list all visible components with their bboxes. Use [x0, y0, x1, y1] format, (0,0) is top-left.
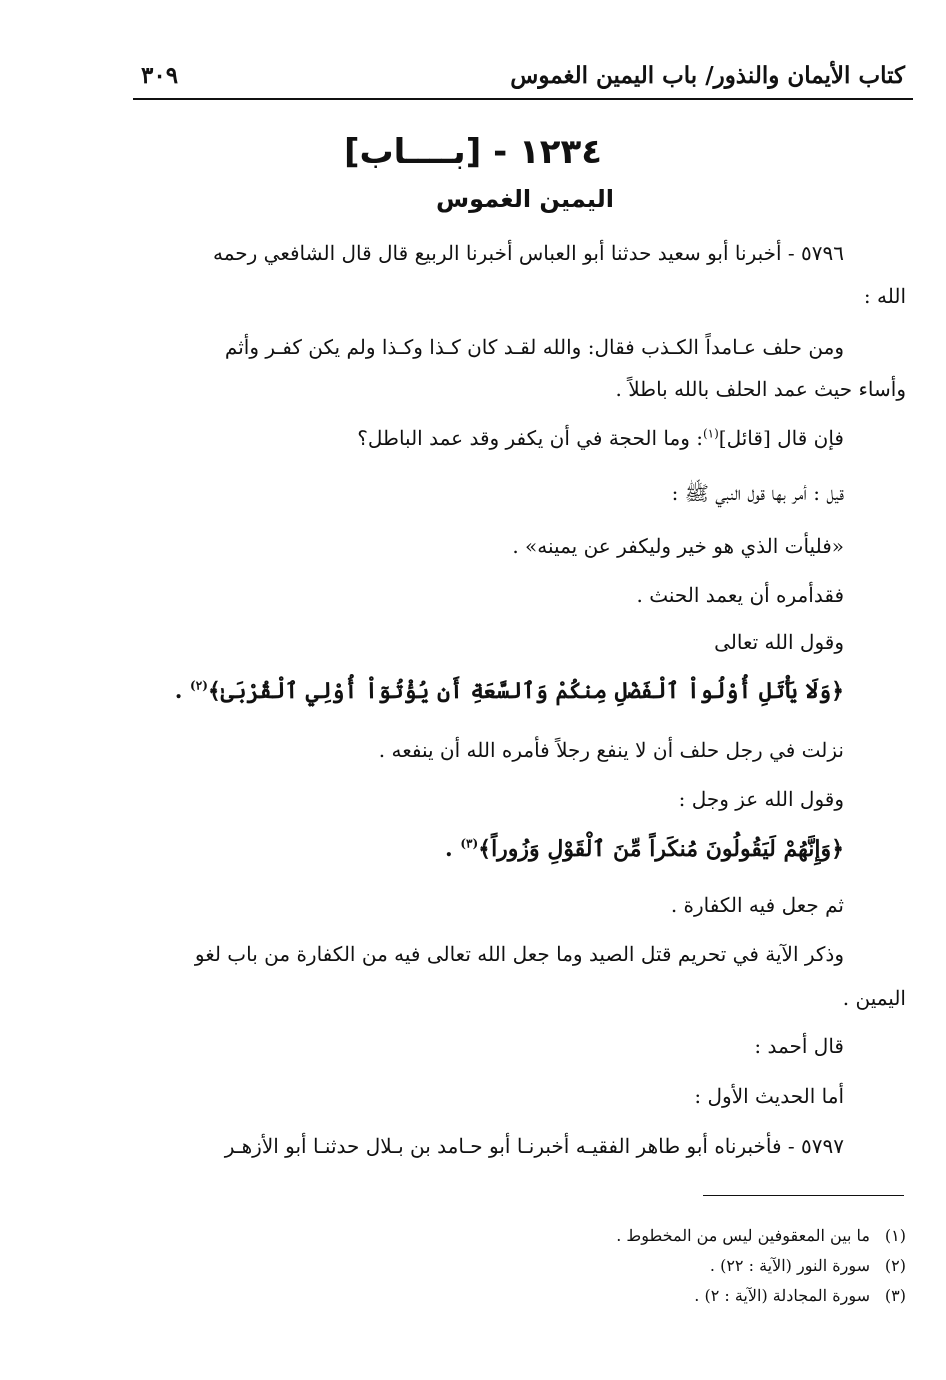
- page-number: ٣٠٩: [141, 62, 179, 89]
- paragraph-line: قال أحمد :: [754, 1034, 844, 1058]
- paragraph-line: ثم جعل فيه الكفارة .: [670, 893, 844, 917]
- paragraph-line: نزلت في رجل حلف أن لا ينفع رجلاً فأمره الله أن ينفعه .: [378, 738, 844, 762]
- verse-text: ﴿وَإِنَّهُمْ لَيَقُولُونَ مُنكَراً مِّنَ ٱلْقَوْلِ وَزُوراً﴾: [478, 836, 844, 862]
- paragraph-question: [357, 426, 844, 450]
- footnote-text: سورة المجادلة (الآية : ٢) .: [694, 1286, 870, 1305]
- footnote-3: [694, 1286, 906, 1305]
- quran-verse-2: [445, 836, 844, 862]
- footnote-1: [616, 1226, 906, 1245]
- running-title: كتاب الأيمان والنذور/ باب اليمين الغموس: [510, 62, 905, 89]
- footnote-number: (٢): [884, 1256, 906, 1275]
- footnote-ref: (٣): [460, 836, 479, 851]
- footnote-2: [710, 1256, 906, 1275]
- text-span: فإن قال [قائل]: [718, 426, 844, 450]
- hadith-5796-line1: ٥٧٩٦ - أخبرنا أبو سعيد حدثنا أبو العباس أخبرنا الربيع قال قال الشافعي رحمه: [213, 241, 844, 265]
- footnote-number: (١): [884, 1226, 906, 1245]
- paragraph-line: وذكر الآية في تحريم قتل الصيد وما جعل الله تعالى فيه من الكفارة من باب لغو: [194, 942, 844, 966]
- paragraph-line: فقدأمره أن يعمد الحنث .: [636, 583, 844, 607]
- hadith-5796-line2: الله :: [863, 284, 906, 308]
- footnote-ref: (٢): [190, 678, 208, 693]
- hadith-quote: «فليأت الذي هو خير وليكفر عن يمينه» .: [512, 534, 844, 558]
- verse-end: .: [445, 836, 461, 862]
- chapter-number: ١٢٣٤ - [بــــاب]: [343, 132, 603, 172]
- paragraph-line: اليمين .: [842, 986, 906, 1010]
- verse-text: ﴿وَلَا يَأْتَلِ أُوْلُواْ ٱلْفَضْلِ مِنكُمْ وَٱلسَّعَةِ أَن يُؤْتُوٓاْ أُوْلِي ٱلْقُرْبَىٰ﴾: [207, 678, 844, 704]
- footnote-divider: [703, 1195, 904, 1196]
- paragraph-line: وأساء حيث عمد الحلف بالله باطلاً .: [615, 377, 906, 401]
- paragraph-line: أما الحديث الأول :: [694, 1084, 844, 1108]
- hadith-5797-line1: ٥٧٩٧ - فأخبرناه أبو طاهر الفقيـه أخبرنـا أبو حـامد بن بـلال حدثنـا أبو الأزهـر: [224, 1134, 844, 1158]
- footnote-text: سورة النور (الآية : ٢٢) .: [709, 1256, 870, 1275]
- quran-verse-1: [175, 678, 844, 704]
- text-span: : وما الحجة في أن يكفر وقد عمد الباطل؟: [357, 426, 703, 450]
- footnote-text: ما بين المعقوفين ليس من المخطوط .: [616, 1226, 870, 1245]
- footnote-number: (٣): [884, 1286, 906, 1305]
- paragraph-line: قيل : أمر بها قول النبي ﷺ :: [671, 481, 844, 505]
- paragraph-line: ومن حلف عـامداً الكـذب فقال: والله لقـد كان كـذا وكـذا ولم يكن كفـر وأثم: [224, 335, 844, 359]
- running-header: [133, 58, 913, 100]
- paragraph-line: وقول الله تعالى: [714, 630, 844, 654]
- verse-end: .: [174, 678, 191, 704]
- paragraph-line: وقول الله عز وجل :: [678, 787, 844, 811]
- footnote-ref: (١): [702, 426, 719, 441]
- chapter-title: اليمين الغموس: [436, 185, 614, 213]
